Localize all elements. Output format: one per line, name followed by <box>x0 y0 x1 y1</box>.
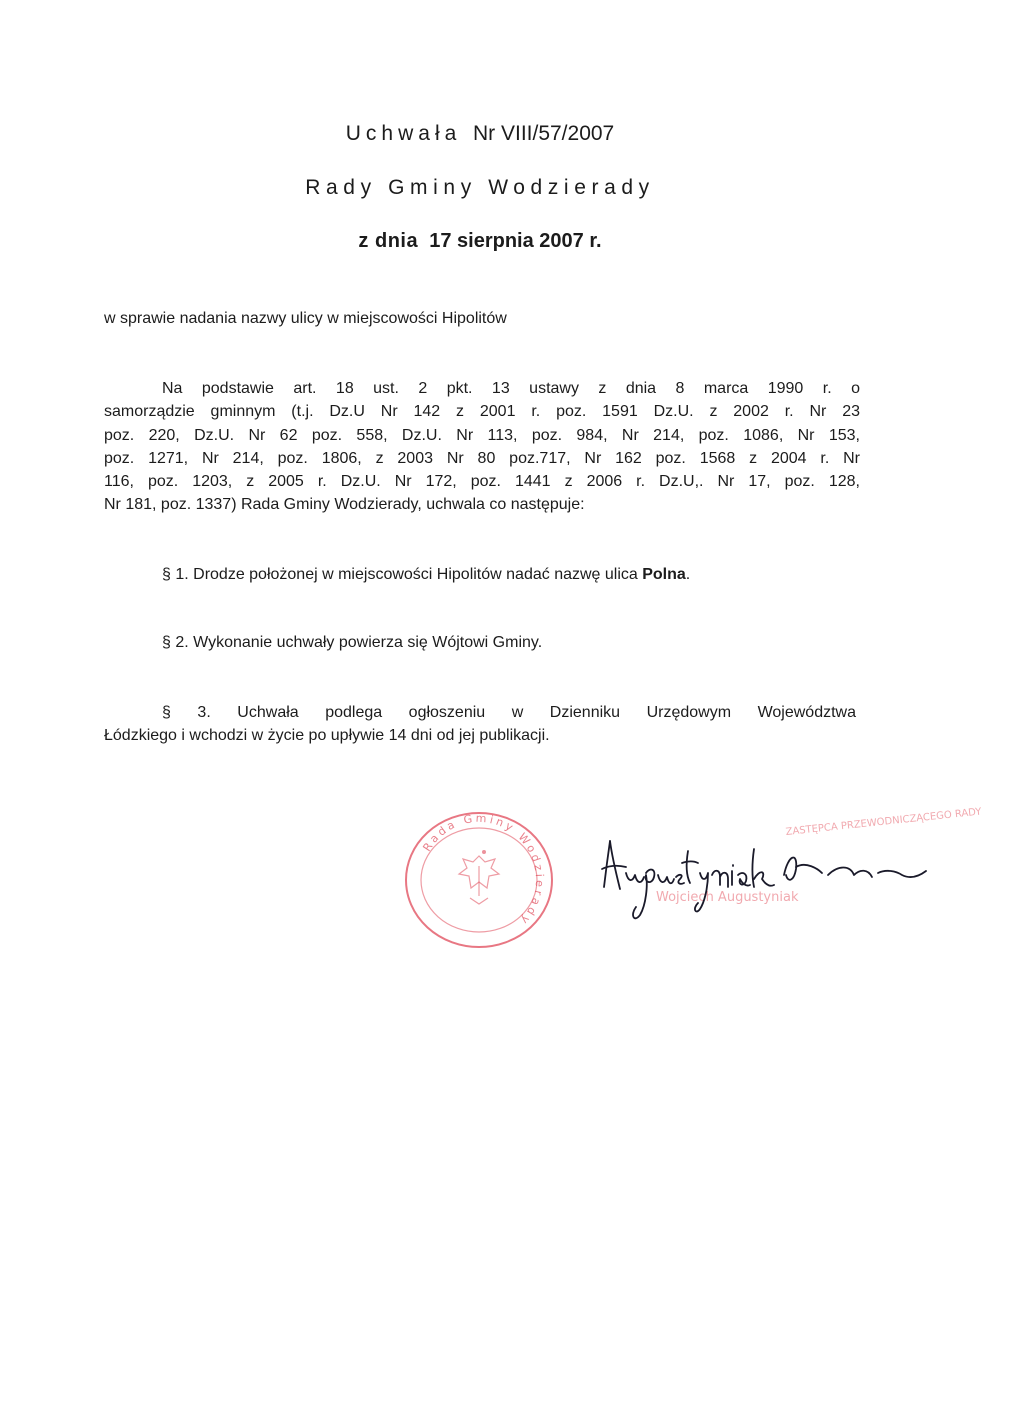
section-3-line-2: Łódzkiego i wchodzi w życie po upływie 14 dni od jej publikacji. <box>104 727 550 745</box>
resolution-number: Nr VIII/57/2007 <box>472 122 615 145</box>
section-1 <box>104 563 856 586</box>
preamble-line: Nr 181, poz. 1337) Rada Gminy Wodzierady, uchwala co następuje: <box>104 496 585 514</box>
resolution-title <box>0 122 960 146</box>
section-3-line-1: § 3. Uchwała podlega ogłoszeniu w Dzienniku Urzędowym Województwa <box>162 704 856 721</box>
subject-line: w sprawie nadania nazwy ulicy w miejscowości Hipolitów <box>104 310 507 327</box>
preamble-line: samorządzie gminnym (t.j. Dz.U Nr 142 z 2001 r. poz. 1591 Dz.U. z 2002 r. Nr 23 <box>104 403 860 421</box>
signature-with-name-stamp <box>596 806 983 935</box>
official-seal-stamp <box>400 806 558 954</box>
issuer-line: Rady Gminy Wodzierady <box>305 176 655 199</box>
preamble-line: poz. 1271, Nr 214, poz. 1806, z 2003 Nr 80 poz.717, Nr 162 poz. 1568 z 2004 r. Nr <box>104 449 860 467</box>
section-1-line <box>104 563 856 586</box>
stamp-name-text: Wojciech Augustyniak <box>656 890 799 905</box>
date-value: 17 sierpnia 2007 r. <box>429 230 602 252</box>
street-name: Polna <box>642 566 686 583</box>
section-3 <box>104 701 856 748</box>
legal-basis-paragraph <box>104 377 860 517</box>
date-line <box>0 230 960 253</box>
section-2-text: § 2. Wykonanie uchwały powierza się Wójtowi Gminy. <box>162 634 543 651</box>
preamble-line: poz. 220, Dz.U. Nr 62 poz. 558, Dz.U. Nr 113, poz. 984, Nr 214, poz. 1086, Nr 153, <box>104 426 860 444</box>
preamble-line: Na podstawie art. 18 ust. 2 pkt. 13 ustawy z dnia 8 marca 1990 r. o <box>162 380 860 397</box>
stamp-role-text: ZASTĘPCA PRZEWODNICZĄCEGO RADY <box>785 806 983 838</box>
preamble-line: 116, poz. 1203, z 2005 r. Dz.U. Nr 172, poz. 1441 z 2006 r. Dz.U,. Nr 17, poz. 128, <box>104 473 860 491</box>
section-2 <box>104 631 856 654</box>
section-1-text: § 1. Drodze położonej w miejscowości Hipolitów nadać nazwę ulica <box>162 566 643 583</box>
section-1-end: . <box>685 566 691 583</box>
title-word: Uchwała <box>345 122 462 145</box>
date-prefix: z dnia <box>358 230 419 252</box>
seal-text: Rada Gminy Wodzierady <box>420 811 547 929</box>
